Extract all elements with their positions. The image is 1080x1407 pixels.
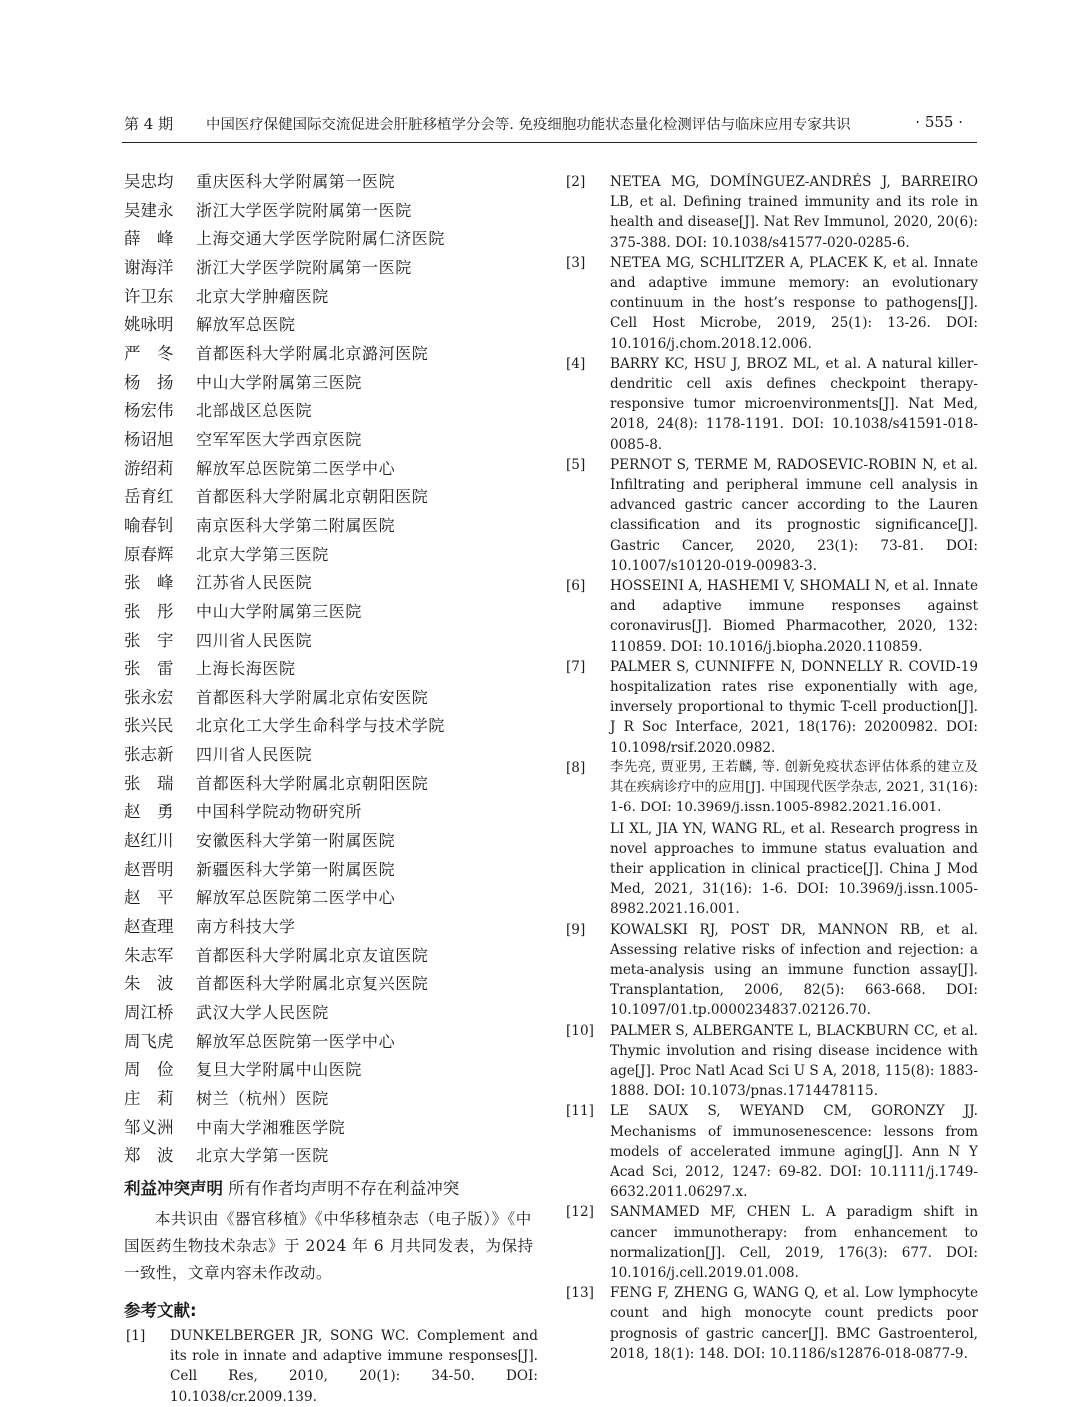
running-title: 中国医疗保健国际交流促进会肝脏移植学分会等. 免疫细胞功能状态量化检测评估与临床应用专家共识	[206, 117, 851, 133]
author-affiliation: 北京大学肿瘤医院	[196, 286, 329, 306]
author-name: 薛 峰	[124, 229, 174, 249]
author-name: 杨宏伟	[124, 401, 174, 421]
author-row	[124, 1142, 544, 1171]
reference-number: [13]	[566, 1285, 594, 1302]
author-row	[124, 254, 544, 283]
author-affiliation: 浙江大学医学院附属第一医院	[196, 200, 412, 220]
author-affiliation: 复旦大学附属中山医院	[196, 1060, 363, 1080]
author-name: 原春辉	[124, 544, 174, 564]
author-affiliation: 上海交通大学医学院附属仁济医院	[196, 229, 446, 249]
author-row	[124, 483, 544, 512]
author-row	[124, 569, 544, 598]
author-affiliation: 北京大学第一医院	[196, 1146, 329, 1166]
author-affiliation: 江苏省人民医院	[196, 573, 313, 593]
reference-item	[564, 1283, 978, 1364]
author-affiliation: 重庆医科大学附属第一医院	[196, 172, 396, 191]
author-affiliation: 上海长海医院	[196, 659, 296, 679]
reference-text: NETEA MG, SCHLITZER A, PLACEK K, et al. Innate and adaptive immune memory: an evolutionary continuum in the host’s response to pathogens[J]. Cell Host Microbe, 2019, 25(1): 13-26. DOI: 10.1016/j.chom.2018.12.006.	[610, 254, 978, 352]
author-affiliation: 首都医科大学附属北京潞河医院	[196, 343, 429, 363]
author-affiliation: 解放军总医院第二医学中心	[196, 888, 396, 908]
reference-text: FENG F, ZHENG G, WANG Q, et al. Low lymphocyte count and high monocyte count predicts poor prognosis of gastric cancer[J]. BMC Gastroenterol, 2018, 18(1): 148. DOI: 10.1186/s12876-018-0877-9.	[610, 1285, 978, 1362]
author-row	[124, 712, 544, 741]
author-name: 杨诏旭	[124, 429, 174, 449]
author-name: 赵红川	[124, 831, 174, 851]
author-affiliation: 树兰（杭州）医院	[196, 1089, 329, 1108]
author-affiliation: 首都医科大学附属北京佑安医院	[196, 687, 429, 707]
author-name: 赵晋明	[124, 859, 174, 879]
author-row	[124, 856, 544, 885]
reference-number: [1]	[126, 1328, 146, 1344]
reference-number: [8]	[566, 759, 586, 776]
author-name: 周飞虎	[124, 1031, 174, 1051]
references-heading: 参考文献:	[124, 1301, 197, 1320]
reference-text: BARRY KC, HSU J, BROZ ML, et al. A natural killer-dendritic cell axis defines checkpoint therapy-responsive tumor microenvironments[J]. Nat Med, 2018, 24(8): 1178-1191. DOI: 10.1038/s41591-018-0085-8.	[610, 355, 978, 453]
author-row	[124, 627, 544, 656]
author-name: 郑 波	[124, 1146, 174, 1166]
author-row	[124, 770, 544, 799]
reference-text: KOWALSKI RJ, POST DR, MANNON RB, et al. Assessing relative risks of infection and rejection: a meta-analysis using an immune function assay[J]. Transplantation, 2006, 82(5): 663-668. DOI: 10.1097/01.tp.0000234837.02126.70.	[610, 921, 978, 1019]
reference-number: [10]	[566, 1022, 594, 1039]
author-affiliation: 首都医科大学附属北京朝阳医院	[196, 487, 429, 507]
author-row	[124, 369, 544, 398]
issue-number: 第 4 期	[124, 115, 174, 133]
author-affiliation: 浙江大学医学院附属第一医院	[196, 257, 412, 277]
reference-item	[564, 172, 978, 253]
author-affiliation: 首都医科大学附属北京友谊医院	[196, 945, 429, 965]
reference-text: PALMER S, ALBERGANTE L, BLACKBURN CC, et al. Thymic involution and rising disease incidence with age[J]. Proc Natl Acad Sci U S A, 2018, 115(8): 1883-1888. DOI: 10.1073/pnas.1714478115.	[610, 1022, 978, 1100]
reference-number: [12]	[566, 1204, 594, 1221]
author-list	[124, 168, 544, 1171]
reference-text: HOSSEINI A, HASHEMI V, SHOMALI N, et al. Innate and adaptive immune responses against coronavirus[J]. Biomed Pharmacother, 2020, 132: 110859. DOI: 10.1016/j.biopha.2020.110859.	[610, 578, 978, 655]
reference-number: [4]	[566, 355, 586, 372]
reference-text: LE SAUX S, WEYAND CM, GORONZY JJ. Mechanisms of immunosenescence: lessons from models of accelerated immune aging[J]. Ann N Y Acad Sci, 2012, 1247: 69-82. DOI: 10.1111/j.1749-6632.2011.06297.x.	[610, 1103, 978, 1201]
author-row	[124, 827, 544, 856]
author-row	[124, 541, 544, 570]
author-row	[124, 311, 544, 340]
author-row	[124, 598, 544, 627]
reference-text: PALMER S, CUNNIFFE N, DONNELLY R. COVID-19 hospitalization rates rise exponentially with age, inversely proportional to thymic T-cell production[J]. J R Soc Interface, 2021, 18(176): 20200982. DOI: 10.1098/rsif.2020.0982.	[610, 658, 978, 756]
author-row	[124, 197, 544, 226]
author-row	[124, 655, 544, 684]
author-row	[124, 999, 544, 1028]
author-affiliation: 首都医科大学附属北京复兴医院	[196, 974, 429, 994]
reference-item	[124, 1326, 538, 1407]
author-row	[124, 340, 544, 369]
author-name: 张 雷	[124, 659, 174, 679]
author-name: 游绍莉	[124, 458, 174, 478]
conflict-of-interest-heading: 利益冲突声明	[124, 1179, 223, 1198]
author-affiliation: 北京大学第三医院	[196, 544, 329, 564]
reference-item	[564, 920, 978, 1021]
reference-item	[564, 758, 978, 920]
conflict-of-interest-text: 所有作者均声明不存在利益冲突	[228, 1179, 460, 1198]
reference-item	[564, 455, 978, 576]
author-name: 岳育红	[124, 487, 174, 507]
author-name: 庄 莉	[124, 1089, 174, 1108]
reference-number: [7]	[566, 658, 586, 675]
author-affiliation: 空军军医大学西京医院	[196, 429, 363, 449]
author-affiliation: 安徽医科大学第一附属医院	[196, 831, 396, 851]
reference-item	[564, 1202, 978, 1283]
author-name: 张 瑞	[124, 773, 174, 793]
author-name: 喻春钊	[124, 515, 174, 535]
reference-item	[564, 657, 978, 758]
author-affiliation: 解放军总医院	[196, 315, 296, 335]
reference-item	[564, 576, 978, 657]
reference-number: [11]	[566, 1103, 594, 1120]
author-affiliation: 中山大学附属第三医院	[196, 601, 363, 621]
author-name: 周江桥	[124, 1003, 174, 1023]
conflict-of-interest	[124, 1175, 544, 1199]
author-row	[124, 1028, 544, 1057]
author-affiliation: 四川省人民医院	[196, 745, 313, 765]
author-row	[124, 741, 544, 770]
reference-text: NETEA MG, DOMÍNGUEZ-ANDRÉS J, BARREIRO LB, et al. Defining trained immunity and its role in health and disease[J]. Nat Rev Immunol, 2020, 20(6): 375-388. DOI: 10.1038/s41577-020-0285-6.	[610, 174, 978, 251]
reference-text: PERNOT S, TERME M, RADOSEVIC-ROBIN N, et al. Infiltrating and peripheral immune cell analysis in advanced gastric cancer according to the Lauren classification and its prognostic significance[J]. Gastric Cancer, 2020, 23(1): 73-81. DOI: 10.1007/s10120-019-00983-3.	[610, 456, 978, 574]
reference-item	[564, 253, 978, 354]
running-header	[122, 113, 977, 139]
author-name: 张兴民	[124, 716, 174, 736]
author-name: 张 峰	[124, 573, 174, 593]
reference-item	[564, 1021, 978, 1102]
author-name: 谢海洋	[124, 257, 174, 277]
author-name: 张 宇	[124, 630, 174, 650]
author-name: 严 冬	[124, 343, 174, 363]
reference-text-chinese: 李先亮, 贾亚男, 王若麟, 等. 创新免疫状态评估体系的建立及其在疾病诊疗中的应用[J]. 中国现代医学杂志, 2021, 31(16): 1-6. DOI: 10.3969/j.issn.1005-8982.2021.16.001.	[610, 759, 978, 816]
reference-text: DUNKELBERGER JR, SONG WC. Complement and its role in innate and adaptive immune responses[J]. Cell Res, 2010, 20(1): 34-50. DOI: 10.1038/cr.2009.139.	[170, 1328, 538, 1405]
author-name: 杨 扬	[124, 372, 174, 392]
author-row	[124, 1056, 544, 1085]
author-affiliation: 解放军总医院第二医学中心	[196, 458, 396, 478]
author-name: 许卫东	[124, 286, 174, 306]
author-affiliation: 北部战区总医院	[196, 401, 313, 421]
author-row	[124, 1114, 544, 1143]
author-row	[124, 455, 544, 484]
author-name: 赵查理	[124, 917, 174, 937]
author-affiliation: 中南大学湘雅医学院	[196, 1117, 346, 1137]
author-affiliation: 南京医科大学第二附属医院	[196, 515, 396, 535]
author-affiliation: 武汉大学人民医院	[196, 1003, 329, 1023]
author-row	[124, 168, 544, 197]
author-row	[124, 970, 544, 999]
author-affiliation: 新疆医科大学第一附属医院	[196, 859, 396, 879]
publication-note: 本共识由《器官移植》《中华移植杂志（电子版）》《中国医药生物技术杂志》于 2024 年 6 月共同发表，为保持一致性，文章内容未作改动。	[124, 1210, 534, 1282]
author-affiliation: 四川省人民医院	[196, 630, 313, 650]
reference-item	[564, 354, 978, 455]
author-name: 张志新	[124, 745, 174, 765]
author-row	[124, 426, 544, 455]
author-name: 朱志军	[124, 945, 174, 965]
author-row	[124, 397, 544, 426]
author-name: 姚咏明	[124, 315, 174, 335]
author-name: 赵 勇	[124, 802, 174, 822]
author-affiliation: 中山大学附属第三医院	[196, 372, 363, 392]
author-affiliation: 南方科技大学	[196, 917, 296, 937]
reference-number: [5]	[566, 456, 586, 473]
author-name: 张永宏	[124, 687, 174, 707]
author-row	[124, 884, 544, 913]
reference-number: [9]	[566, 921, 586, 938]
reference-number: [6]	[566, 578, 586, 595]
references-right-column	[564, 172, 978, 1364]
author-affiliation: 北京化工大学生命科学与技术学院	[196, 716, 446, 736]
author-row	[124, 225, 544, 254]
page-number: · 555 ·	[915, 113, 963, 131]
author-row	[124, 512, 544, 541]
author-affiliation: 中国科学院动物研究所	[196, 802, 363, 822]
author-name: 赵 平	[124, 888, 174, 908]
author-row	[124, 798, 544, 827]
author-name: 吴建永	[124, 200, 174, 220]
reference-item	[564, 1101, 978, 1202]
author-name: 吴忠均	[124, 172, 174, 191]
reference-text: SANMAMED MF, CHEN L. A paradigm shift in cancer immunotherapy: from enhancement to normalization[J]. Cell, 2019, 176(3): 677. DOI: 10.1016/j.cell.2019.01.008.	[610, 1204, 978, 1281]
author-name: 周 俭	[124, 1060, 174, 1080]
reference-number: [2]	[566, 174, 586, 190]
author-name: 朱 波	[124, 974, 174, 994]
author-row	[124, 283, 544, 312]
reference-text: LI XL, JIA YN, WANG RL, et al. Research progress in novel approaches to immune status evaluation and their application in clinical practice[J]. China J Mod Med, 2021, 31(16): 1-6. DOI: 10.3969/j.issn.1005-8982.2021.16.001.	[610, 820, 978, 918]
header-rule	[122, 142, 977, 143]
references-left-column	[124, 1326, 538, 1407]
author-row	[124, 942, 544, 971]
author-row	[124, 684, 544, 713]
author-row	[124, 1085, 544, 1114]
reference-number: [3]	[566, 254, 586, 271]
author-affiliation: 首都医科大学附属北京朝阳医院	[196, 773, 429, 793]
author-affiliation: 解放军总医院第一医学中心	[196, 1031, 396, 1051]
author-name: 邹义洲	[124, 1117, 174, 1137]
author-row	[124, 913, 544, 942]
author-name: 张 彤	[124, 601, 174, 621]
